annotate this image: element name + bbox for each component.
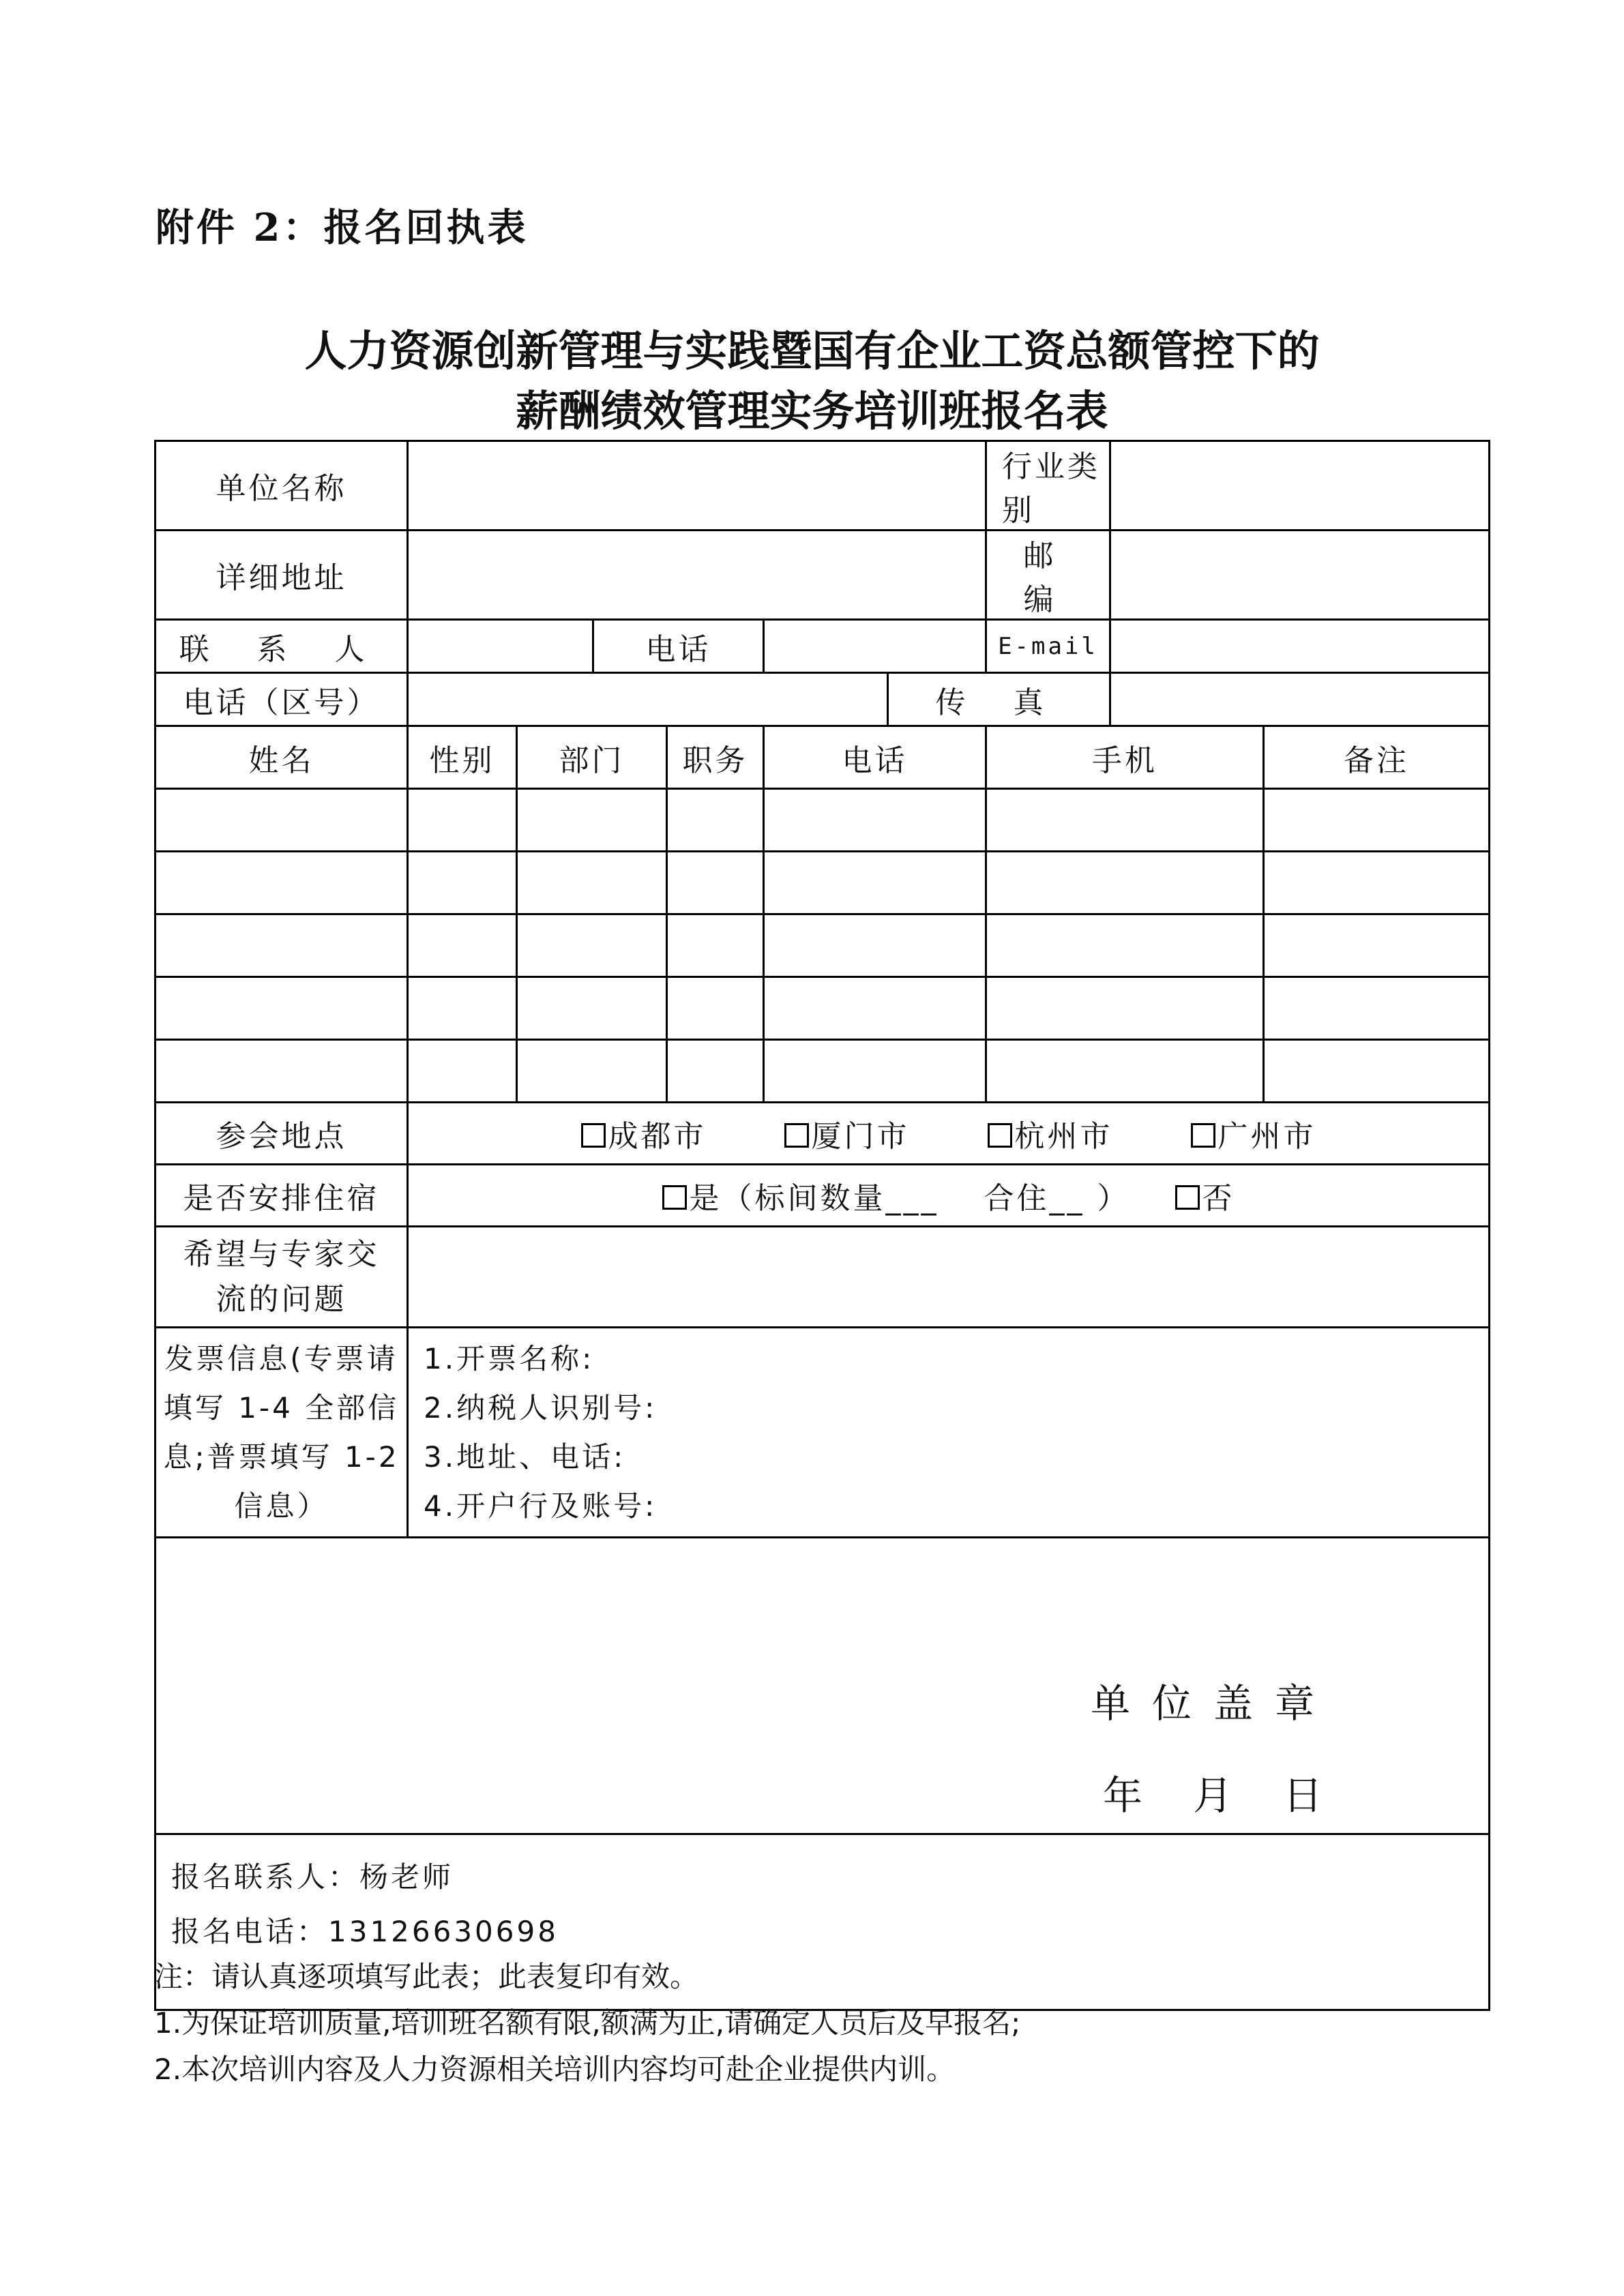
checkbox-icon[interactable]	[1191, 1123, 1215, 1148]
cell[interactable]	[764, 789, 986, 852]
registration-form-table	[154, 440, 1490, 2011]
cell[interactable]	[667, 914, 764, 977]
phone-field[interactable]	[764, 620, 986, 673]
invoice-line-1: 1.开票名称:	[424, 1341, 595, 1375]
cell[interactable]	[517, 914, 667, 977]
contact-person-field[interactable]	[408, 620, 593, 673]
address-field[interactable]	[408, 531, 986, 620]
cell[interactable]	[1264, 977, 1490, 1040]
table-row	[156, 789, 1490, 852]
cell[interactable]	[408, 1040, 517, 1103]
fax-field[interactable]	[1110, 673, 1490, 726]
email-label: E-mail	[986, 620, 1110, 673]
venue-option-guangzhou[interactable]: 广州市	[1191, 1112, 1316, 1155]
lodging-options	[408, 1165, 1490, 1227]
cell[interactable]	[408, 977, 517, 1040]
venue-option-hangzhou[interactable]: 杭州市	[988, 1112, 1113, 1155]
date-day: 日	[1283, 1772, 1326, 1819]
col-department: 部门	[517, 726, 667, 789]
notes	[154, 1954, 1020, 2093]
venue-options	[408, 1103, 1490, 1165]
cell[interactable]	[517, 852, 667, 914]
date-year: 年	[1103, 1772, 1146, 1819]
industry-label: 行业类别	[986, 441, 1110, 531]
col-gender: 性别	[408, 726, 517, 789]
checkbox-icon[interactable]	[784, 1123, 809, 1148]
checkbox-icon[interactable]	[662, 1185, 687, 1210]
lodging-shared-text: 合住__ ）	[984, 1181, 1130, 1216]
cell[interactable]	[156, 914, 408, 977]
date-month: 月	[1193, 1772, 1236, 1819]
note-2: 2.本次培训内容及人力资源相关培训内容均可赴企业提供内训。	[154, 2053, 956, 2086]
questions-field[interactable]	[408, 1227, 1490, 1328]
cell[interactable]	[986, 1040, 1264, 1103]
col-name: 姓名	[156, 726, 408, 789]
cell[interactable]	[156, 852, 408, 914]
cell[interactable]	[1264, 914, 1490, 977]
questions-label: 希望与专家交流的问题	[156, 1227, 408, 1328]
unit-name-label: 单位名称	[156, 441, 408, 531]
phone-label: 电话	[593, 620, 764, 673]
cell[interactable]	[517, 789, 667, 852]
cell[interactable]	[517, 1040, 667, 1103]
lodging-label: 是否安排住宿	[156, 1165, 408, 1227]
attachment-label: 附件 2：报名回执表	[156, 205, 529, 250]
col-phone: 电话	[764, 726, 986, 789]
note-1: 1.为保证培训质量,培训班名额有限,额满为止,请确定人员后及早报名;	[154, 2006, 1021, 2040]
contact-name: 报名联系人：杨老师	[171, 1860, 454, 1894]
cell[interactable]	[764, 1040, 986, 1103]
postcode-field[interactable]	[1110, 531, 1490, 620]
cell[interactable]	[764, 852, 986, 914]
cell[interactable]	[1264, 789, 1490, 852]
checkbox-icon[interactable]	[581, 1123, 606, 1148]
cell[interactable]	[986, 914, 1264, 977]
venue-option-xiamen[interactable]: 厦门市	[784, 1112, 910, 1155]
postcode-label: 邮 编	[986, 531, 1110, 620]
cell[interactable]	[156, 789, 408, 852]
cell[interactable]	[986, 789, 1264, 852]
stamp-area	[156, 1538, 1490, 1834]
col-remarks: 备注	[1264, 726, 1490, 789]
lodging-option-yes[interactable]: 是（标间数量___	[662, 1174, 939, 1217]
contact-phone: 报名电话：13126630698	[171, 1915, 559, 1948]
cell[interactable]	[986, 852, 1264, 914]
industry-field[interactable]	[1110, 441, 1490, 531]
venue-label: 参会地点	[156, 1103, 408, 1165]
cell[interactable]	[986, 977, 1264, 1040]
form-title-line-2: 薪酬绩效管理实务培训班报名表	[516, 386, 1108, 436]
invoice-label: 发票信息(专票请填写 1-4 全部信息;普票填写 1-2 信息）	[156, 1328, 408, 1538]
col-mobile: 手机	[986, 726, 1264, 789]
col-position: 职务	[667, 726, 764, 789]
form-title-line-1: 人力资源创新管理与实践暨国有企业工资总额管控下的	[304, 326, 1320, 376]
unit-name-field[interactable]	[408, 441, 986, 531]
invoice-line-3: 3.地址、电话:	[424, 1440, 626, 1474]
unit-stamp-label: 单位盖章	[1091, 1680, 1337, 1727]
table-row	[156, 1040, 1490, 1103]
invoice-line-2: 2.纳税人识别号:	[424, 1390, 658, 1425]
cell[interactable]	[408, 789, 517, 852]
cell[interactable]	[517, 977, 667, 1040]
table-row	[156, 977, 1490, 1040]
cell[interactable]	[667, 977, 764, 1040]
fax-label: 传 真	[888, 673, 1110, 726]
cell[interactable]	[408, 914, 517, 977]
stamp-date	[1103, 1763, 1373, 1821]
note-0: 注：请认真逐项填写此表；此表复印有效。	[154, 1960, 699, 1993]
table-row	[156, 852, 1490, 914]
venue-option-chengdu[interactable]: 成都市	[581, 1112, 707, 1155]
cell[interactable]	[156, 1040, 408, 1103]
checkbox-icon[interactable]	[1175, 1185, 1200, 1210]
invoice-fields[interactable]	[408, 1328, 1490, 1538]
phone-area-field[interactable]	[408, 673, 888, 726]
checkbox-icon[interactable]	[988, 1123, 1012, 1148]
table-row	[156, 914, 1490, 977]
contact-person-label: 联 系 人	[156, 620, 408, 673]
cell[interactable]	[764, 914, 986, 977]
cell[interactable]	[764, 977, 986, 1040]
cell[interactable]	[156, 977, 408, 1040]
lodging-option-no[interactable]: 否	[1175, 1174, 1235, 1217]
cell[interactable]	[667, 1040, 764, 1103]
invoice-line-4: 4.开户行及账号:	[424, 1489, 658, 1523]
cell[interactable]	[667, 789, 764, 852]
email-field[interactable]	[1110, 620, 1490, 673]
cell[interactable]	[408, 852, 517, 914]
cell[interactable]	[1264, 1040, 1490, 1103]
phone-area-label: 电话（区号）	[156, 673, 408, 726]
cell[interactable]	[1264, 852, 1490, 914]
cell[interactable]	[667, 852, 764, 914]
address-label: 详细地址	[156, 531, 408, 620]
